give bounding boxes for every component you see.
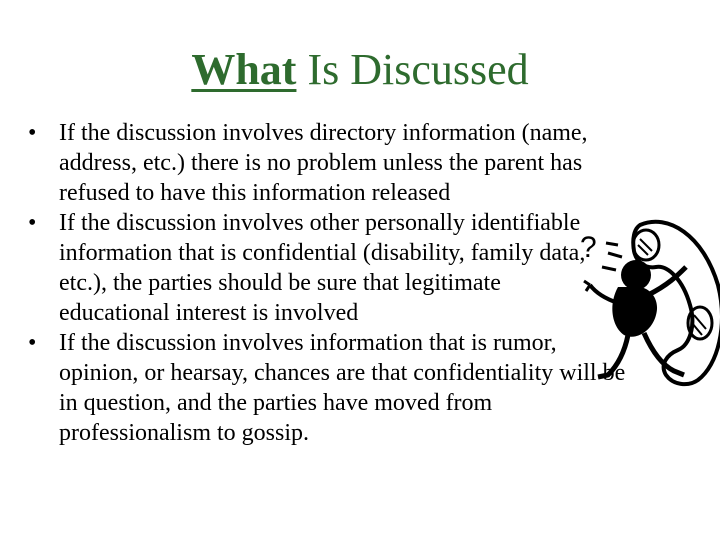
bullet-list <box>28 118 628 448</box>
question-mark-glyph: ? <box>580 231 597 264</box>
title-rest: Is Discussed <box>296 45 529 94</box>
bullet-dot: • <box>28 330 37 356</box>
bullet-text: If the discussion involves directory information (name, address, etc.) there is no problem unless the parent has refused to have this information released <box>59 120 588 206</box>
phone-gossip-figure-icon <box>578 215 720 395</box>
bullet-dot: • <box>28 120 37 146</box>
bullet-text: If the discussion involves information that is rumor, opinion, or hearsay, chances are that confidentiality will be in question, and the parties have moved from professionalism to gossip. <box>59 330 626 446</box>
slide-title <box>0 44 720 96</box>
bullet-text: If the discussion involves other personally identifiable information that is confidential (disability, family data, etc.), the parties should be sure that legitimate educational interest is involved <box>59 210 586 326</box>
bullet-item <box>28 208 628 328</box>
bullet-item <box>28 118 628 208</box>
bullet-item <box>28 328 628 448</box>
bullet-dot: • <box>28 210 37 236</box>
title-emphasis: What <box>191 45 297 94</box>
